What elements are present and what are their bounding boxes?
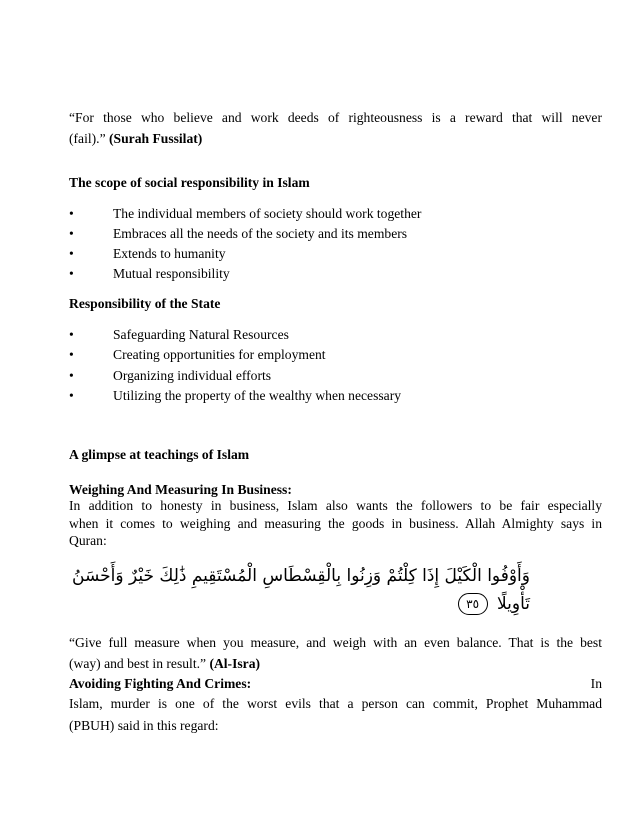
- scope-item-text: Embraces all the needs of the society and its members: [113, 226, 408, 241]
- weighing-para-line1: In addition to honesty in business, Islam also wants the followers to be fair especially: [69, 498, 602, 513]
- weighing-para-line2: when it comes to weighing and measuring the goods in business. Allah Almighty says in: [69, 516, 602, 531]
- state-item-text: Utilizing the property of the wealthy when necessary: [113, 388, 402, 403]
- arabic-verse-line1: وَأَوْفُوا الْكَيْلَ إِذَا كِلْتُمْ وَزِنُوا بِالْقِسْطَاسِ الْمُسْتَقِيمِ ذَٰلِكَ خَيْرٌ وَأَحْسَنُ: [72, 566, 530, 586]
- verse-number-badge: ٣٥: [458, 593, 488, 615]
- quote-isra-text: (way) and best in result.”: [69, 656, 207, 671]
- state-heading: Responsibility of the State: [69, 296, 221, 311]
- quote-isra-source: (Al-Isra): [209, 656, 261, 671]
- bullet-icon: •: [69, 388, 74, 403]
- state-item-text: Creating opportunities for employment: [113, 347, 326, 362]
- fighting-heading-line: [69, 675, 602, 693]
- bullet-icon: •: [69, 266, 74, 281]
- quote-fussilat-line2: [69, 130, 602, 148]
- weighing-para-line3: Quran:: [69, 533, 107, 548]
- arabic-verse-line2: [60, 591, 530, 617]
- quote-isra-line1: “Give full measure when you measure, and weigh with an even balance. That is the best: [69, 635, 602, 650]
- quote-fussilat-line1: “For those who believe and work deeds of righteousness is a reward that will never: [69, 110, 602, 125]
- scope-item-text: Extends to humanity: [113, 246, 226, 261]
- fighting-para-line2: (PBUH) said in this regard:: [69, 718, 219, 733]
- scope-item-text: Mutual responsibility: [113, 266, 230, 281]
- arabic-verse: [60, 562, 530, 620]
- bullet-icon: •: [69, 206, 74, 221]
- quote-isra-line2: [69, 655, 602, 673]
- arabic-verse-word: تَأْوِيلًا: [497, 594, 530, 614]
- quote-fussilat-text: (fail).”: [69, 131, 106, 146]
- bullet-icon: •: [69, 226, 74, 241]
- state-item-text: Organizing individual efforts: [113, 368, 272, 383]
- bullet-icon: •: [69, 327, 74, 342]
- bullet-icon: •: [69, 368, 74, 383]
- scope-heading: The scope of social responsibility in Islam: [69, 175, 310, 190]
- fighting-para-line1: Islam, murder is one of the worst evils that a person can commit, Prophet Muhammad: [69, 696, 602, 711]
- scope-item-text: The individual members of society should work together: [113, 206, 422, 221]
- weighing-heading: Weighing And Measuring In Business:: [69, 482, 292, 497]
- fighting-heading: Avoiding Fighting And Crimes:: [69, 676, 252, 691]
- bullet-icon: •: [69, 347, 74, 362]
- quote-fussilat-source: (Surah Fussilat): [109, 131, 203, 146]
- fighting-heading-tail: In: [590, 676, 602, 691]
- glimpse-heading: A glimpse at teachings of Islam: [69, 447, 250, 462]
- state-item-text: Safeguarding Natural Resources: [113, 327, 289, 342]
- bullet-icon: •: [69, 246, 74, 261]
